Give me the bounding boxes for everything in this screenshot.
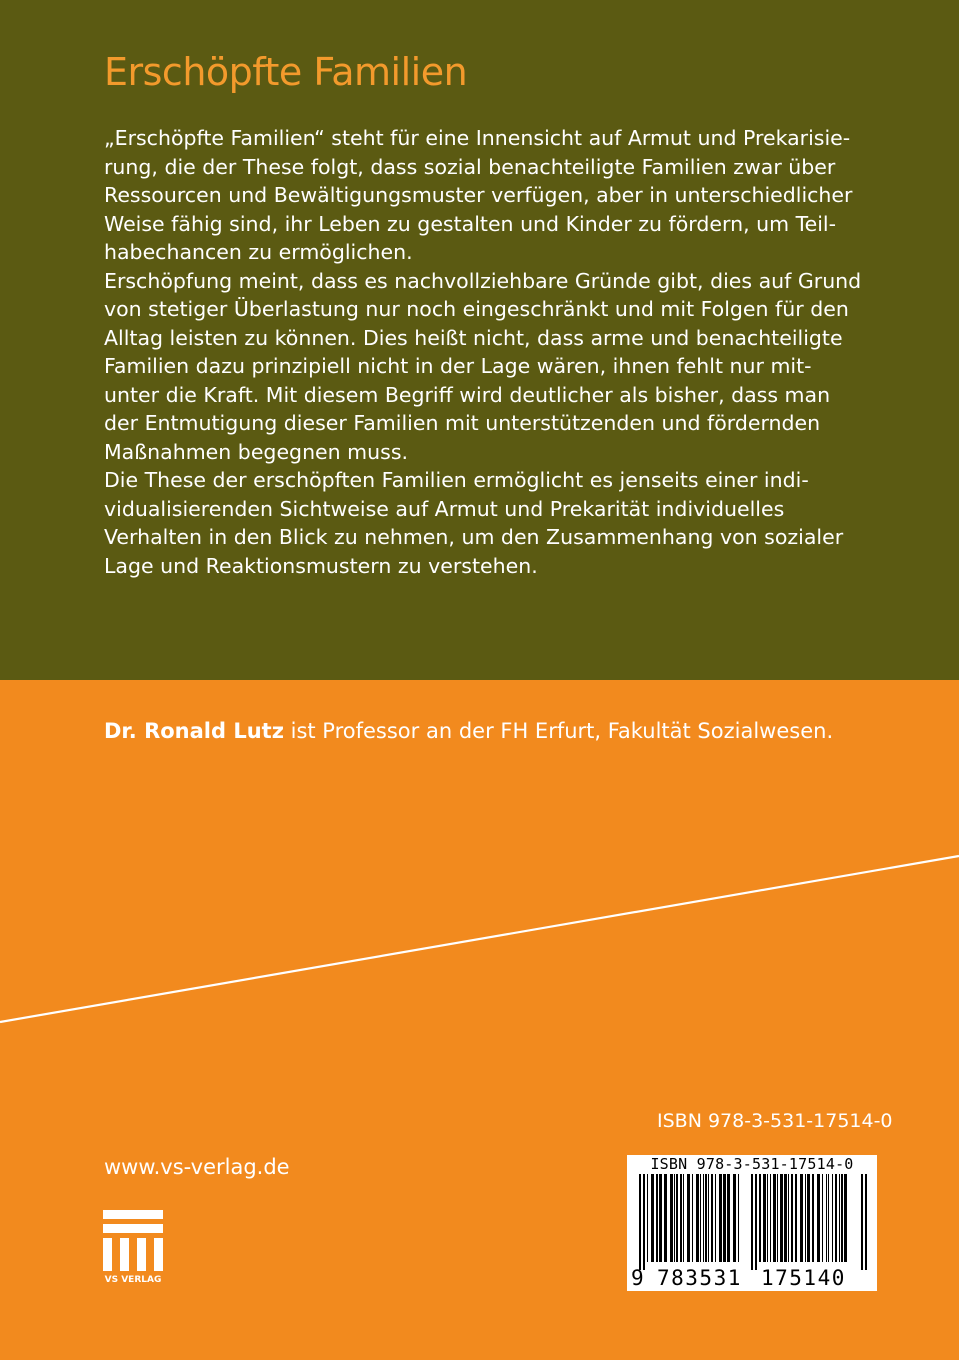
barcode-bar [703,1174,704,1262]
barcode-bar [844,1174,847,1262]
barcode-isbn-text: ISBN 978-3-531-17514-0 [650,1155,854,1173]
isbn-label: ISBN 978-3-531-17514-0 [657,1110,893,1132]
blurb-paragraph-2 [104,267,864,467]
blurb [104,124,864,580]
barcode-bar [841,1174,843,1262]
barcode-bar [828,1174,829,1262]
blurb-paragraph-1 [104,124,864,267]
barcode-bar [727,1174,730,1262]
barcode-bar [656,1174,658,1262]
barcode-bar [708,1174,709,1262]
blurb-line: Verhalten in den Blick zu nehmen, um den Zusammenhang von sozialer [104,525,844,549]
barcode-bar [723,1174,726,1262]
barcode-bar [751,1174,753,1270]
book-title: Erschöpfte Familien [104,50,468,94]
barcode-bar [639,1174,641,1270]
blurb-line: habechancen zu ermöglichen. [104,240,413,264]
blurb-line: Die These der erschöpften Familien ermöglicht es jenseits einer indi- [104,468,809,492]
blurb-line: rung, die der These folgt, dass sozial benachteiligte Familien zwar über [104,154,836,179]
barcode-bar [705,1174,707,1262]
barcode [627,1155,877,1291]
blurb-line: vidualisierenden Sichtweise auf Armut und Prekarität individuelles [104,496,785,521]
barcode-bar [755,1174,757,1270]
author-name: Dr. Ronald Lutz [104,719,284,743]
blurb-line: Ressourcen und Bewältigungsmuster verfügen, aber in unterschiedlicher [104,183,853,207]
barcode-bar [795,1174,797,1262]
barcode-bar [812,1174,814,1262]
barcode-bar [715,1174,716,1262]
barcode-bar [700,1174,701,1262]
barcode-bar [817,1174,820,1262]
barcode-bar [835,1174,837,1262]
barcode-bar [687,1174,690,1262]
barcode-bar [784,1174,787,1262]
barcode-bar [826,1174,827,1262]
barcode-bar [780,1174,783,1262]
blurb-line: Familien dazu prinzipiell nicht in der Lage wären, ihnen fehlt nur mit- [104,354,812,378]
blurb-line: von stetiger Überlastung nur noch eingeschränkt und mit Folgen für den [104,297,849,321]
svg-text:VS VERLAG: VS VERLAG [104,1275,162,1284]
barcode-bar [839,1174,840,1262]
barcode-bar [791,1174,793,1262]
barcode-bar [770,1174,771,1262]
barcode-bar [676,1174,678,1262]
vs-verlag-logo [103,1210,163,1284]
barcode-digit-lead: 9 [631,1266,644,1290]
barcode-bar [670,1174,673,1262]
barcode-bar [674,1174,675,1262]
barcode-bar [773,1174,776,1262]
barcode-bar [767,1174,768,1262]
barcode-bar [832,1174,833,1262]
blurb-line: Weise fähig sind, ihr Leben zu gestalten und Kinder zu fördern, um Teil- [104,211,837,236]
barcode-bar [680,1174,682,1262]
blurb-line: „Erschöpfte Familien“ steht für eine Innensicht auf Armut und Prekarisie- [104,126,851,150]
barcode-bar [696,1174,699,1262]
barcode-bar [759,1174,761,1262]
barcode-bar [777,1174,778,1262]
barcode-bar [763,1174,766,1262]
blurb-line: unter die Kraft. Mit diesem Begriff wird deutlicher als bisher, dass man [104,382,831,407]
barcode-bar [807,1174,810,1262]
author-description: ist Professor an der FH Erfurt, Fakultät Sozialwesen. [283,719,834,743]
barcode-bar [711,1174,713,1262]
barcode-bar [643,1174,645,1270]
barcode-digit-group-right: 175140 [761,1266,846,1290]
barcode-bar [865,1174,867,1270]
blurb-line: Maßnahmen begegnen muss. [104,439,409,464]
blurb-line: Erschöpfung meint, dass es nachvollziehbare Gründe gibt, dies auf Grund [104,268,862,293]
barcode-bar [805,1174,806,1262]
blurb-paragraph-3 [104,466,864,580]
barcode-bar [822,1174,823,1262]
barcode-bar [692,1174,693,1262]
barcode-bars [637,1174,869,1270]
barcode-bar [788,1174,789,1262]
barcode-bar [664,1174,667,1262]
barcode-bar [647,1174,648,1262]
barcode-bar [861,1174,863,1270]
publisher-website: www.vs-verlag.de [104,1155,290,1179]
barcode-digit-group-left: 783531 [657,1266,742,1290]
barcode-bar [738,1174,739,1262]
barcode-bar [659,1174,662,1262]
barcode-bar [651,1174,654,1262]
blurb-line: Lage und Reaktionsmustern zu verstehen. [104,553,538,578]
barcode-bar [733,1174,736,1262]
barcode-bar [719,1174,722,1262]
blurb-line: der Entmutigung dieser Familien mit unterstützenden und fördernden [104,411,821,435]
barcode-bar [800,1174,803,1262]
barcode-bar [683,1174,684,1262]
blurb-line: Alltag leisten zu können. Dies heißt nicht, dass arme und benachteiligte [104,325,843,350]
